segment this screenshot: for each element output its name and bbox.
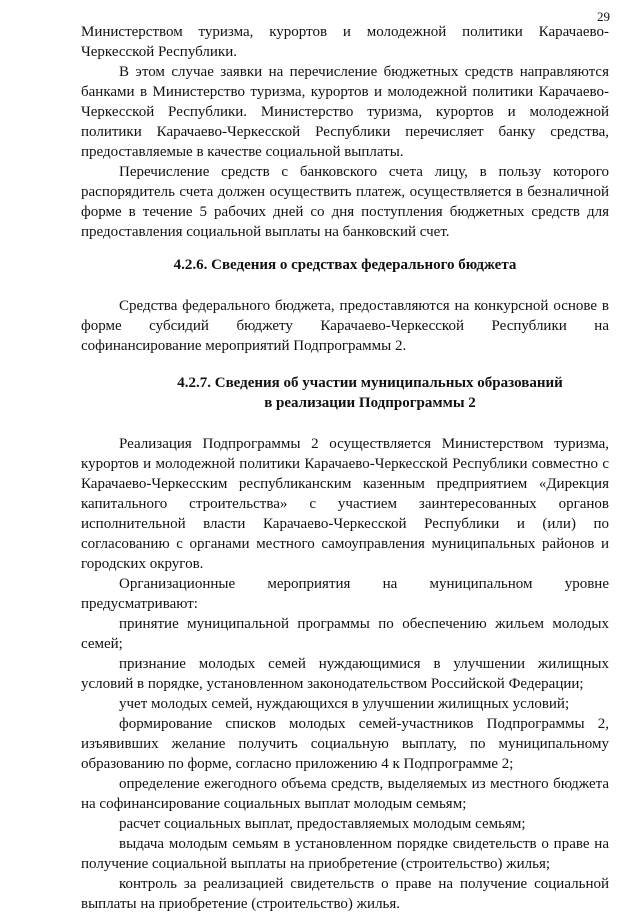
section-heading-4-2-7-line1: 4.2.7. Сведения об участии муниципальных образований: [177, 375, 563, 391]
list-item-lists-formation: формирование списков молодых семей-участников Подпрограммы 2, изъявивших желание получить социальную выплату, по муниципальному образованию по форме, согласно приложению 4 к Подпрограмме 2;: [81, 716, 609, 772]
list-item-budget-volume: определение ежегодного объема средств, выделяемых из местного бюджета на софинансирование социальных выплат молодым семьям;: [81, 776, 609, 812]
section-heading-4-2-6: 4.2.6. Сведения о средствах федерального бюджета: [173, 257, 517, 273]
paragraph-continuation: Министерством туризма, курортов и молодежной политики Карачаево-Черкесской Республики.: [81, 24, 609, 60]
section-heading-4-2-7-line2: в реализации Подпрограммы 2: [264, 395, 476, 411]
paragraph-bank-requests: В этом случае заявки на перечисление бюджетных средств направляются банками в Министерство туризма, курортов и молодежной политики Карачаево-Черкесской Республики. Министерство туризма, курортов и молодежной политики Карачаево-Черкесской Республики перечисляет банку средства, предоставляемые в качестве социальной выплаты.: [81, 64, 609, 160]
list-item-recognition: признание молодых семей нуждающимися в улучшении жилищных условий в порядке, установленном законодательством Российской Федерации;: [81, 656, 609, 692]
paragraph-transfer: Перечисление средств с банковского счета лицу, в пользу которого распорядитель счета должен осуществить платеж, осуществляется в безналичной форме в течение 5 рабочих дней со дня поступления бюджетных средств для предоставления социальной выплаты на банковский счет.: [81, 164, 609, 240]
list-item-certificates: выдача молодым семьям в установленном порядке свидетельств о праве на получение социальной выплаты на приобретение (строительство) жилья;: [81, 836, 609, 872]
paragraph-federal-funds: Средства федерального бюджета, предоставляются на конкурсной основе в форме субсидий бюджету Карачаево-Черкесской Республики на софинансирование мероприятий Подпрограммы 2.: [81, 298, 609, 354]
list-item-program-adoption: принятие муниципальной программы по обеспечению жильем молодых семей;: [81, 616, 609, 652]
page-number: 29: [597, 9, 610, 24]
list-item-calculation: расчет социальных выплат, предоставляемых молодым семьям;: [119, 816, 526, 832]
list-item-control: контроль за реализацией свидетельств о праве на получение социальной выплаты на приобретение (строительство) жилья.: [81, 876, 609, 912]
paragraph-implementation: Реализация Подпрограммы 2 осуществляется Министерством туризма, курортов и молодежной политики Карачаево-Черкесской Республики совместно с Карачаево-Черкесским республиканским казенным предприятием «Дирекция капитального строительства» с участием заинтересованных органов исполнительной власти Карачаево-Черкесской Республики и (или) по согласованию с органами местного самоуправления муниципальных районов и городских округов.: [81, 436, 609, 572]
list-item-registration: учет молодых семей, нуждающихся в улучшении жилищных условий;: [119, 696, 570, 712]
paragraph-organizational: Организационные мероприятия на муниципальном уровне предусматривают:: [81, 576, 609, 612]
document-body: [81, 22, 609, 914]
